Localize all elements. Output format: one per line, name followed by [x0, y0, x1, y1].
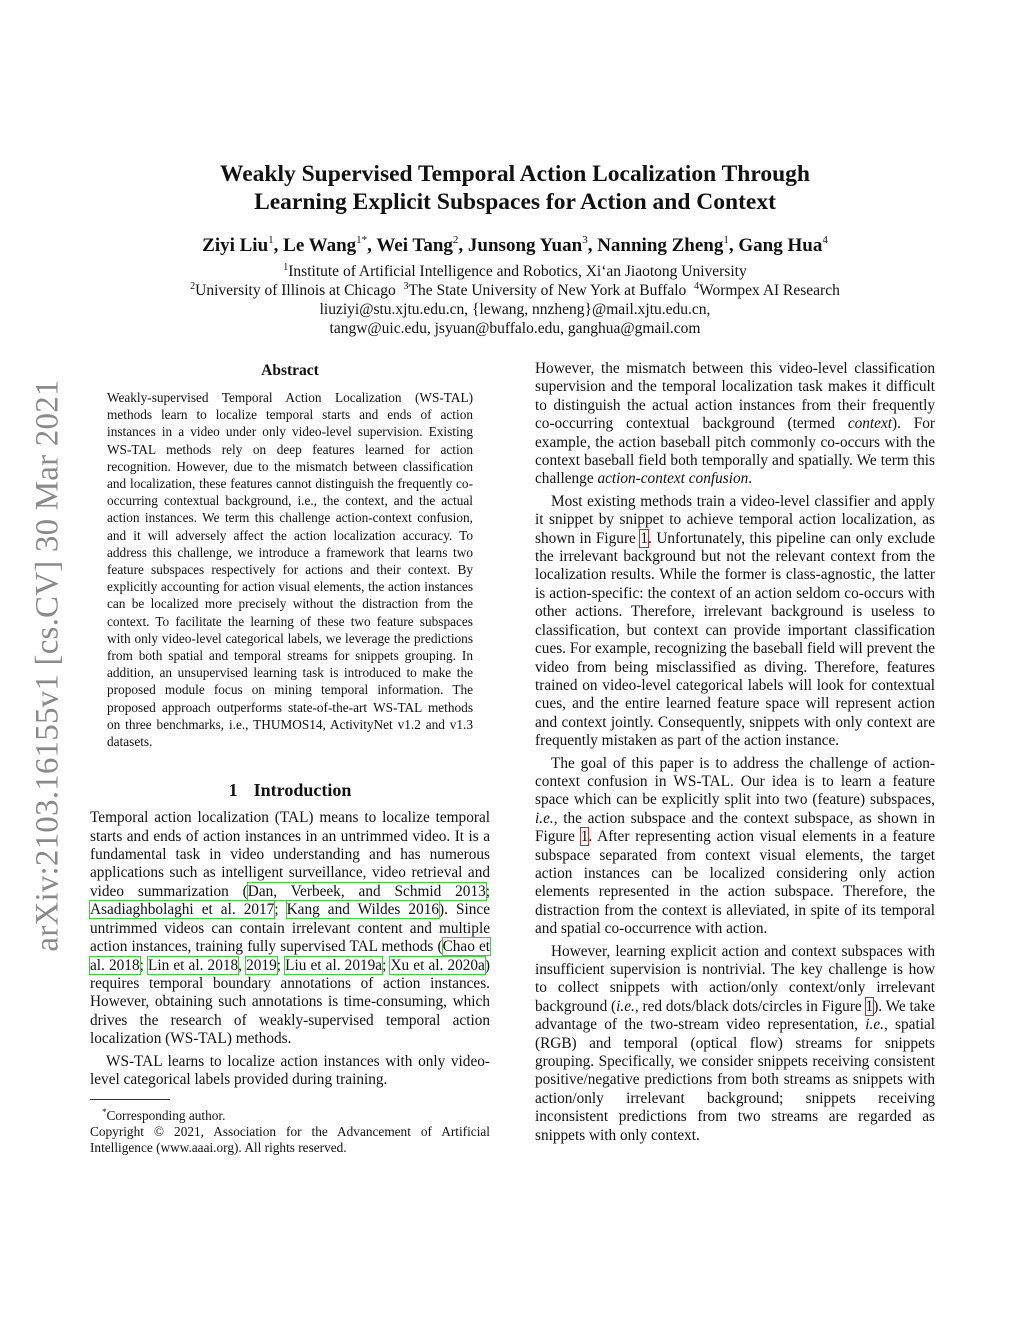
emphasis: i.e.: [616, 997, 635, 1015]
arxiv-sidebar: [28, 350, 68, 980]
text-run: , the action subspace and the context subspace, as shown in Figure: [535, 809, 935, 846]
section-heading-introduction: [90, 780, 490, 801]
footnote-divider: [90, 1099, 170, 1100]
affil-text: Institute of Artificial Intelligence and Robotics, Xi‘an Jiaotong University: [288, 263, 747, 280]
footnote-text: Corresponding author.: [106, 1108, 226, 1124]
text-run: . Unfortunately, this pipeline can only exclude the irrelevant background but not the relevant context from the localization results. While the former is class-agnostic, the latter is action-specific: the context of an action seldom co-occurs with other actions. Therefore, irrelevant background is useless to classification, but context can provide important classification cues. For example, recognizing the baseball field will prevent the video from being misclassified as diving. Therefore, features trained on video-level categorical labels will look for contextual cues, and the entire learned feature space will represent action and context jointly. Consequently, snippets with only context are frequently mistaken as part of the action instance.: [535, 529, 935, 750]
email-line-2: tangw@uic.edu, jsyuan@buffalo.edu, ganghua@gmail.com: [329, 320, 701, 337]
text-run: However, the mismatch between this video-level classification supervision and the temporal localization task makes it difficult to distinguish the actual action instances from their frequently co-occurring contextual background (termed: [535, 360, 935, 433]
left-column: [90, 362, 490, 1156]
intro-paragraph-2: WS-TAL learns to localize action instances with only video-level categorical labels provided during training.: [90, 1052, 490, 1088]
text-run: ;: [276, 956, 286, 974]
figure-link[interactable]: 1: [865, 997, 874, 1015]
affiliations: [110, 262, 920, 338]
affil-text: Wormpex AI Research: [699, 282, 840, 299]
affiliation-line-1: [110, 262, 920, 281]
text-run: Most existing methods train a video-level classifier and apply it snippet by snippet to achieve temporal action localization, as shown in Figure: [535, 492, 935, 547]
text-run: , red dots/black dots/circles in Figure: [634, 997, 866, 1015]
affiliation-line-2: [110, 281, 920, 300]
author: Wei Tang: [376, 235, 453, 256]
author-affil-mark: 2: [452, 234, 459, 246]
citation-link[interactable]: Liu et al. 2019a: [285, 956, 383, 974]
citation-link[interactable]: Kang and Wildes 2016: [286, 901, 440, 919]
text-run: ). Since untrimmed videos can contain irrelevant content and multiple action instances, training fully supervised TAL methods (: [90, 901, 490, 956]
citation-link[interactable]: 2019: [246, 956, 277, 974]
citation-link[interactable]: Lin et al. 2018: [148, 956, 239, 974]
abstract-heading: Abstract: [261, 362, 319, 379]
author-affil-mark: 1*: [356, 234, 368, 246]
right-paragraph-2: [535, 755, 935, 939]
text-run: ,: [238, 956, 247, 974]
right-paragraph-3: [535, 943, 935, 1145]
title-line-1: Weakly Supervised Temporal Action Localization Through: [220, 161, 810, 187]
figure-link[interactable]: 1: [640, 529, 649, 547]
text-run: ). For example, the action baseball pitch commonly co-occurs with the context baseball field both temporally and spatially. We term this challenge: [535, 415, 935, 488]
footnote-corresponding: [90, 1104, 490, 1124]
affil-mark: 1: [283, 262, 289, 273]
affil-mark: 4: [694, 281, 700, 292]
text-run: ;: [139, 956, 148, 974]
right-paragraph-0: [535, 360, 935, 489]
footnote-copyright: Copyright © 2021, Association for the Advancement of Artificial Intelligence (www.aaai.org). All rights reserved.: [90, 1124, 490, 1156]
author-affil-mark: 4: [822, 234, 828, 246]
section-number: 1: [228, 780, 238, 801]
text-run: ;: [485, 882, 490, 900]
author: Junsong Yuan: [467, 235, 583, 256]
affil-mark: 2: [190, 281, 196, 292]
figure-link[interactable]: 1: [580, 828, 589, 846]
affil-text: The State University of New York at Buffalo: [408, 282, 687, 299]
author-affil-mark: 1: [268, 234, 274, 246]
citation-link[interactable]: Dan, Verbeek, and Schmid 2013: [247, 882, 486, 900]
email-line-1: liuziyi@stu.xjtu.edu.cn, {lewang, nnzheng}@mail.xjtu.edu.cn,: [319, 301, 711, 318]
author-list: Ziyi Liu$^1$, Le Wang$^{1*}$, Wei Tang$^2$, Junsong Yuan$^3$, Nanning Zheng$^1$, Gang Hua$^4$: [202, 234, 828, 256]
paper-title: [140, 160, 890, 216]
footnote-mark: *: [102, 1107, 107, 1118]
text-run: ). We take advantage of the two-stream video representation,: [535, 997, 935, 1034]
arxiv-identifier: arXiv:2103.16155v1 [cs.CV] 30 Mar 2021: [29, 378, 66, 952]
text-run: , spatial (RGB) and temporal (optical flow) streams for snippets grouping. Specifically, we consider snippets receiving consistent positive/negative predictions from both streams as snippets with action/only irrelevant background; snippets receiving inconsistent predictions from two streams are regarded as snippets with only context.: [535, 1016, 935, 1144]
section-title: Introduction: [253, 780, 352, 801]
citation-link[interactable]: Chao et al. 2018: [90, 938, 491, 974]
title-line-2: Learning Explicit Subspaces for Action and Context: [254, 189, 776, 215]
author: Ziyi Liu: [202, 235, 269, 256]
text-run: However, learning explicit action and context subspaces with insufficient supervision is nontrivial. The key challenge is how to collect snippets with action/only context/only irrelevant background (: [535, 942, 935, 1015]
author-affil-mark: 3: [582, 234, 588, 246]
author: Gang Hua: [738, 235, 823, 256]
emphasis: i.e.: [865, 1016, 884, 1034]
citation-link[interactable]: Asadiaghbolaghi et al. 2017: [90, 901, 275, 919]
emphasis: context: [847, 415, 893, 433]
right-column: [535, 360, 935, 1149]
emphasis: action-context confusion: [597, 470, 749, 488]
citation-link[interactable]: Xu et al. 2020a: [390, 956, 485, 974]
text-run: The goal of this paper is to address the challenge of action-context confusion in WS-TAL. Our idea is to learn a feature space which can be explicitly split into two (feature) subspaces,: [535, 754, 935, 809]
author-affil-mark: 1: [723, 234, 729, 246]
intro-paragraph-1: [90, 809, 490, 1048]
text-run: . After representing action visual elements in a feature subspace separated from context visual elements, the target action instances can be localized considering only action elements represented in the action subspace. Therefore, the distraction from the context is alleviated, in spite of its temporal and spatial co-occurrence with action.: [535, 828, 935, 938]
text-run: .: [748, 470, 753, 488]
emphasis: i.e.: [535, 809, 554, 827]
right-paragraph-1: [535, 493, 935, 751]
text-run: ) requires temporal boundary annotations of action instances. However, obtaining such annotations is time-consuming, which drives the research of weakly-supervised temporal action localization (WS-TAL) methods.: [90, 956, 490, 1048]
affil-text: University of Illinois at Chicago: [195, 282, 396, 299]
text-run: ;: [274, 901, 287, 919]
text-run: Temporal action localization (TAL) means to localize temporal starts and ends of action instances in an untrimmed video. It is a fundamental task in video understanding and has numerous applications such as intelligent surveillance, video retrieval and video summarization (: [90, 809, 490, 900]
affil-mark: 3: [403, 281, 409, 292]
author: Le Wang: [283, 235, 357, 256]
text-run: ;: [382, 956, 391, 974]
abstract-body: Weakly-supervised Temporal Action Localization (WS-TAL) methods learn to localize temporal starts and ends of action instances in a video under only video-level supervision. Existing WS-TAL methods rely on deep features learned for action recognition. However, due to the mismatch between classification and localization, these features cannot distinguish the frequently co-occurring contextual background, i.e., the context, and the actual action instances. We term this challenge action-context confusion, and it will adversely affect the action localization accuracy. To address this challenge, we introduce a framework that learns two feature subspaces respectively for actions and their context. By explicitly accounting for action visual elements, the action instances can be localized more precisely without the distraction from the context. To facilitate the learning of these two feature subspaces with only video-level categorical labels, we leverage the predictions from both spatial and temporal streams for snippets grouping. In addition, an unsupervised learning task is introduced to make the proposed module focus on mining temporal information. The proposed approach outperforms state-of-the-art WS-TAL methods on three benchmarks, i.e., THUMOS14, ActivityNet v1.2 and v1.3 datasets.: [107, 390, 473, 750]
author: Nanning Zheng: [597, 235, 724, 256]
